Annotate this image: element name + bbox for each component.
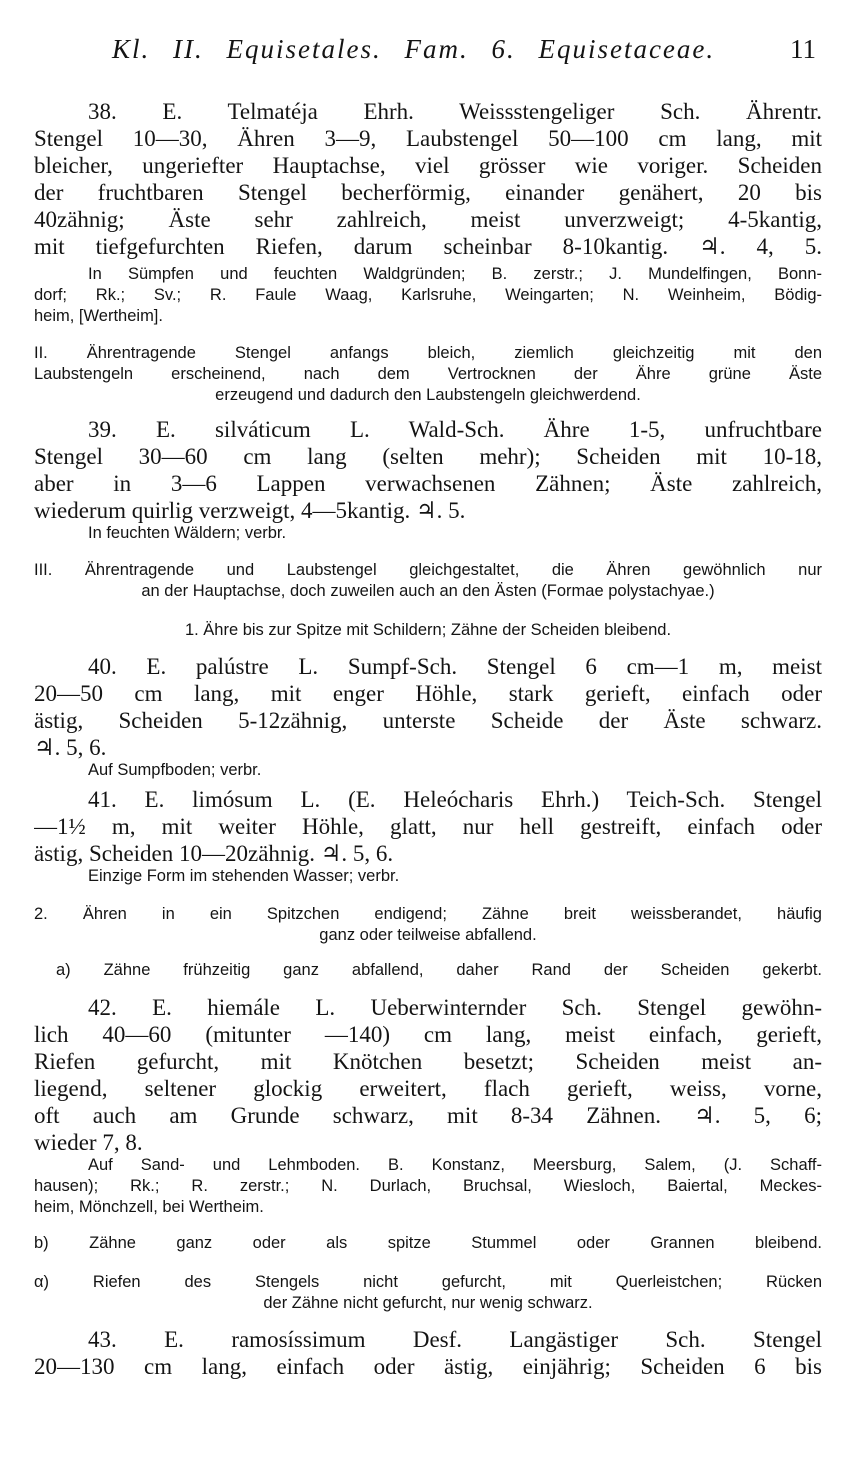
section-line: a) Zähne frühzeitig ganz abfallend, daher Rand der Scheiden gekerbt.	[56, 961, 822, 979]
species-entry-40	[34, 653, 822, 761]
species-entry-39	[34, 416, 822, 524]
entry-line: 43. E. ramosíssimum Desf. Langästiger Sch. Stengel	[88, 1327, 822, 1352]
section-line: 1. Ähre bis zur Spitze mit Schildern; Zähne der Scheiden bleibend.	[184, 621, 672, 639]
page-number: 11	[790, 34, 816, 64]
subsection-heading-a	[34, 960, 822, 981]
habitat-line: In feuchten Wäldern; verbr.	[88, 524, 287, 542]
entry-line: Stengel 10—30, Ähren 3—9, Laubstengel 50—100 cm lang, mit	[34, 126, 822, 151]
entry-line: der fruchtbaren Stengel becherförmig, einander genähert, 20 bis	[34, 180, 822, 205]
section-line: α) Riefen des Stengels nicht gefurcht, mit Querleistchen; Rücken	[34, 1273, 822, 1291]
habitat-note-39	[34, 523, 822, 544]
section-line: 2. Ähren in ein Spitzchen endigend; Zähne breit weissberandet, häufig	[34, 905, 822, 923]
section-line: ganz oder teilweise abfallend.	[319, 926, 537, 944]
species-entry-41	[34, 786, 822, 867]
running-title: Kl. II. Equisetales. Fam. 6. Equisetaceae.	[112, 34, 716, 64]
habitat-line: hausen); Rk.; R. zerstr.; N. Durlach, Bruchsal, Wiesloch, Baiertal, Meckes-	[34, 1177, 822, 1195]
habitat-line: dorf; Rk.; Sv.; R. Faule Waag, Karlsruhe, Weingarten; N. Weinheim, Bödig-	[34, 286, 822, 304]
section-heading-II	[34, 343, 822, 406]
entry-line: 20—50 cm lang, mit enger Höhle, stark gerieft, einfach oder	[34, 681, 822, 706]
section-line: II. Ährentragende Stengel anfangs bleich, ziemlich gleichzeitig mit den	[34, 344, 822, 362]
section-line: b) Zähne ganz oder als spitze Stummel oder Grannen bleibend.	[34, 1234, 822, 1252]
subsection-heading-1	[34, 620, 822, 641]
entry-line: 39. E. silváticum L. Wald-Sch. Ähre 1-5, unfruchtbare	[88, 417, 822, 442]
entry-line: 38. E. Telmatéja Ehrh. Weissstengeliger Sch. Ährentr.	[88, 99, 822, 124]
species-entry-42	[34, 994, 822, 1156]
habitat-line: Auf Sand- und Lehmboden. B. Konstanz, Meersburg, Salem, (J. Schaff-	[88, 1156, 822, 1174]
subsection-heading-b	[34, 1233, 822, 1254]
entry-line: wiederum quirlig verzweigt, 4—5kantig. ♃. 5.	[34, 498, 466, 523]
section-line: erzeugend und dadurch den Laubstengeln gleichwerdend.	[215, 386, 641, 404]
entry-line: liegend, seltener glockig erweitert, flach gerieft, weiss, vorne,	[34, 1076, 822, 1101]
section-line: III. Ährentragende und Laubstengel gleichgestaltet, die Ähren gewöhnlich nur	[34, 561, 822, 579]
habitat-line: In Sümpfen und feuchten Waldgründen; B. zerstr.; J. Mundelfingen, Bonn-	[88, 265, 822, 283]
entry-line: 40zähnig; Äste sehr zahlreich, meist unverzweigt; 4-5kantig,	[34, 207, 822, 232]
entry-line: Stengel 30—60 cm lang (selten mehr); Scheiden mit 10-18,	[34, 444, 822, 469]
section-line: der Zähne nicht gefurcht, nur wenig schwarz.	[263, 1294, 593, 1312]
subsection-heading-2	[34, 904, 822, 946]
entry-line: mit tiefgefurchten Riefen, darum scheinbar 8-10kantig. ♃. 4, 5.	[34, 234, 822, 259]
habitat-note-40	[34, 760, 822, 781]
entry-line: Riefen gefurcht, mit Knötchen besetzt; Scheiden meist an-	[34, 1049, 822, 1074]
entry-line: ♃. 5, 6.	[34, 735, 107, 760]
entry-line: —1½ m, mit weiter Höhle, glatt, nur hell gestreift, einfach oder	[34, 814, 822, 839]
habitat-note-42	[34, 1155, 822, 1218]
entry-line: bleicher, ungeriefter Hauptachse, viel grösser wie voriger. Scheiden	[34, 153, 822, 178]
entry-line: 41. E. limósum L. (E. Heleócharis Ehrh.) Teich-Sch. Stengel	[88, 787, 822, 812]
entry-line: lich 40—60 (mitunter —140) cm lang, meist einfach, gerieft,	[34, 1022, 822, 1047]
entry-line: ästig, Scheiden 5-12zähnig, unterste Scheide der Äste schwarz.	[34, 708, 822, 733]
entry-line: 40. E. palústre L. Sumpf-Sch. Stengel 6 cm—1 m, meist	[88, 654, 822, 679]
page-header	[0, 34, 850, 74]
entry-line: 42. E. hiemále L. Ueberwinternder Sch. Stengel gewöhn-	[88, 995, 822, 1020]
section-line: an der Hauptachse, doch zuweilen auch an den Ästen (Formae polystachyae.)	[141, 582, 715, 600]
entry-line: ästig, Scheiden 10—20zähnig. ♃. 5, 6.	[34, 841, 394, 866]
entry-line: wieder 7, 8.	[34, 1130, 143, 1155]
species-entry-43	[34, 1326, 822, 1380]
section-heading-III	[34, 560, 822, 602]
habitat-note-38	[34, 264, 822, 327]
section-line: Laubstengeln erscheinend, nach dem Vertrocknen der Ähre grüne Äste	[34, 365, 822, 383]
habitat-line: heim, Mönchzell, bei Wertheim.	[34, 1198, 264, 1216]
habitat-line: Auf Sumpfboden; verbr.	[88, 761, 262, 779]
entry-line: aber in 3—6 Lappen verwachsenen Zähnen; Äste zahlreich,	[34, 471, 822, 496]
habitat-note-41	[34, 866, 822, 887]
species-entry-38	[34, 98, 822, 260]
entry-line: 20—130 cm lang, einfach oder ästig, einjährig; Scheiden 6 bis	[34, 1354, 822, 1379]
habitat-line: heim, [Wertheim].	[34, 307, 163, 325]
entry-line: oft auch am Grunde schwarz, mit 8-34 Zähnen. ♃. 5, 6;	[34, 1103, 822, 1128]
subsection-heading-alpha	[34, 1272, 822, 1314]
habitat-line: Einzige Form im stehenden Wasser; verbr.	[88, 867, 400, 885]
